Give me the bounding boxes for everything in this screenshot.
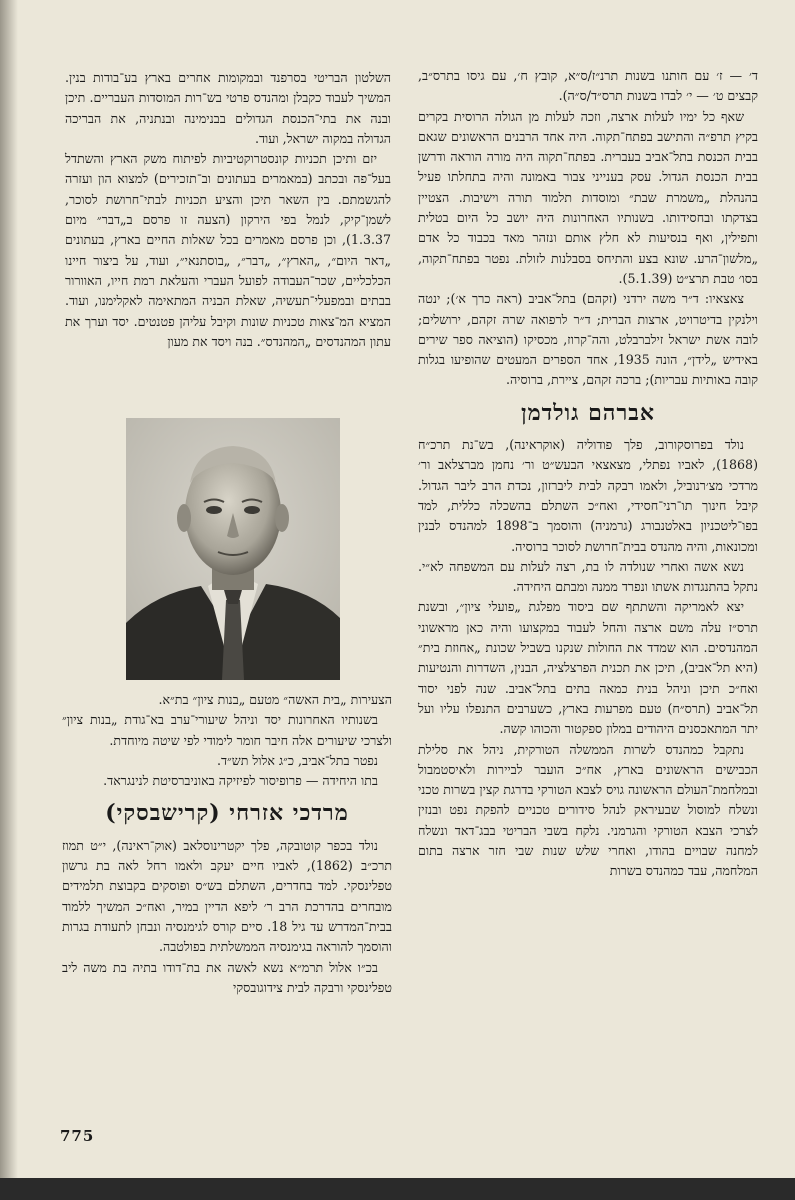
paragraph: נתקבל כמהנדס לשרות הממשלה הטורקית, ניהל את סלילת הכבישים הראשונים בארץ, אח״כ הועבר לביירות ולאיסטמבול ובמלחמת־העולם הראשונה גויס לצבא הטורקי בדרגת קצין בשרות טכני ונשלח למוסול שבעיראק לנהל סידורים טכניים להפקת נפט ובנזין לצרכי הצבא הטורקי והגרמני. נלקח בשבי הבריטי בבג־דאד ונשלח למחנה שבויים בהודו, ואחרי שלש שנות שבי חזר ארצה בתום המלחמה, עבד כמהנדס בשרות: [418, 741, 758, 879]
paragraph: נשא אשה ואחרי שנולדה לו בת, רצה לעלות עם המשפחה לא״י. נתקל בהתנגדות אשתו ונפרד ממנה ומבתם היחידה.: [418, 558, 758, 595]
left-column-top: [65, 68, 391, 352]
left-column-bottom: [62, 690, 392, 998]
paragraph: הצעירות „בית האשה״ מטעם „בנות ציון״ בת״א.: [158, 692, 392, 707]
paragraph: שאף כל ימיו לעלות ארצה, וזכה לעלות מן הגולה הרוסית בקרים בקיץ תרפ״ה והתישב בפתח־תקוה. היה אחד הרבנים הראשונים שגאם בבית הכנסת בתל־אביב בעברית. בפתח־תקוה היה מורה הוראה ודרשן בבית הכנסת הגדול. עסק בענייני צבור באמונה והיה בתחלתו פעיל בהנהלת „משמרת שבת״ ומוסדות תלמוד תורה וישיבות. הצטיין בצדקתו ובחסידותו. בשנותיו האחרונות היה יושב כל היום בטלית ותפילין, ואף בנסיעות לא חלץ אותם ונזהר מאד בכבוד כל אדם „מלשון־הרע. שונא בצע והתיחס בסבלנות לזולת. נפטר בפתח־תקוה, בסו׳ טבת תרצ״ט (5.1.39).: [418, 108, 758, 286]
paragraph: נולד בפרוסקורוב, פלך פודוליה (אוקראינה), בש־נת תרכ״ח (1868), לאביו נפתלי, מצאצאי הבעש״ט ור׳ נחמן מברצלאב ור׳ מרדכי מצ׳רנוביל, ולאמו רבקה לבית ליברזון, נכדת הרב ליבר הגדול. קיבל חינוך תו־רני־חסידי, ואח״כ השתלם בהשכלה כללית, למד בפו־ליטכניון באלטנבורג (גרמניה) והוסמך ב־1898 למהנדס לבנין ומכונאות, והיה מהנדס בבית־חרושת לסוכר ברוסיה.: [418, 437, 758, 554]
paragraph: בכ״ו אלול תרמ״א נשא לאשה את בת־דודו בתיה בת משה ליב טפלינסקי ורבקה לבית צידוגובסקי: [62, 959, 392, 995]
paragraph: יצא לאמריקה והשתתף שם ביסוד מפלגת „פועלי ציון״, ובשנת תרס״ז עלה משם ארצה והחל לעבוד במקצועו והיה כאן מראשוני המהנדסים. הוא שמדד את החולות שנקנו בשביל שכונת „אחוזת בית״ (היא תל־אביב), תיכן את תכנית הפרצלציה, הבנין, השדרות והנטיעות ואח״כ תיכן וניהל בנית כמאה בתים בתל־אביב. שנה לפני יסוד תל־אביב (תרס״ח) טעם מפרעות בארץ, כשערבים התנפלו עליו ועל יתר המתאכסנים היהודים במלון ספקטור והכוהו קשה.: [418, 599, 758, 737]
paragraph: צאצאיו: ד״ר משה ירדני (זקהם) בתל־אביב (ראה כרך א׳); ינטה וילנקין בדיטרויט, ארצות הברית; ד״ר לרפואה שרה זקהם, ירושלים; לובה אשת ישראל זילברבלט, והה־קרוז, מכסיקו (הוציאה ספר שירים באידיש „לידן״, הונה 1935, אחד הספרים המעטים שהופיעו בגלות קובה באותיות עבריות); ברכה זקהם, ציירת, ברוסיה.: [418, 291, 759, 388]
portrait-image: [126, 418, 340, 680]
paragraph: נפטר בתל־אביב, כ״ג אלול תש״ד.: [216, 752, 378, 768]
binding-shadow: [0, 0, 18, 1200]
section-heading: מרדכי אזרחי (קרישבסקי): [105, 800, 349, 827]
paragraph: נולד בכפר קוטובקה, פלך יקטרינוסלאב (אוק־ראינה), י״ט תמוז תרכ״ב (1862), לאביו חיים יעקב ולאמו רחל לאה בת גרשון טפלינסקי. למד בחדרים, השתלם בש״ס ופוסקים בקבוצת תלמידים מובחרים בהדרכת הרב ר׳ ליפא הדיין במיר, ואח״כ המשיך ללמוד בבית־המדרש עד גיל 18. סיים קורס לגימנסיה ונבחן לתעודת בגרות והוסמך להוראה בגימנסיה הממשלתית בפולטבה.: [62, 837, 393, 955]
right-column: [418, 66, 758, 882]
paragraph: השלטון הבריטי בסרפנד ובמקומות אחרים בארץ בע־בודות בנין. המשיך לעבוד כקבלן ומהנדס פרטי בש־רות המוסדות העבריים. תיכן ובנה את בתי־הכנסת הגדולים בבנימינה ובנתניה, את הבריכה הגדולה במקוה ישראל, ועוד.: [65, 70, 391, 146]
paragraph: יזם ותיכן תכניות קונסטרוקטיביות לפיתוח משק הארץ והשתדל בעל־פה ובכתב (במאמרים בעתונים וב־תזכירים) למצוא הון ועזרה להגשמתם. בין השאר תיכן והציע תכניות לבתי־חרושת לסוכר, לשמן־קיק, לנמל בפי הירקון (הצעה זו פרסם ב„דבר״ מיום 1.3.37), וכן פרסם מאמרים בכל שאלות החיים בארץ, בעתונים „דאר היום״, „הארץ״, „דבר״, „בוסתנאי״, ועוד, על ביצור חיינו הכלכליים, שכר־העבודה לפועל העברי והעלאת רמת חייו, האוורור בבתים ובמפעלי־תעשיה, שאלת הבניה המתאימה לאקלימנו, ועוד. המציא המ־צאות טכניות שונות וקיבל עליהן פטנטים. יסד וערך את עתון המהנדסים „המהנדס״. בנה ויסד את מעון: [65, 151, 391, 349]
paragraph: בתו היחידה — פרופיסור לפיזיקה באוניברסיטת לנינגראד.: [103, 773, 378, 789]
section-heading: אברהם גולדמן: [521, 399, 655, 426]
paragraph: בשנותיו האחרונות יסד וניהל שיעורי־ערב בא־גודת „בנות ציון״ ולצרכי שיעורים אלה חיבר חומר לימודי לפי שיטה מיוחדת.: [62, 712, 392, 748]
portrait-photo: [126, 418, 340, 680]
page-number: 775: [60, 1127, 95, 1145]
scan-border: [0, 1178, 795, 1200]
paragraph: ד׳ — ז׳ עם חותנו בשנות תרנ״ז/ס״א, קובץ ח׳, עם גיסו בתרס״ב, קבצים ט׳ — י׳ לבדו בשנות תרס״ד/ס״ה).: [418, 68, 758, 104]
